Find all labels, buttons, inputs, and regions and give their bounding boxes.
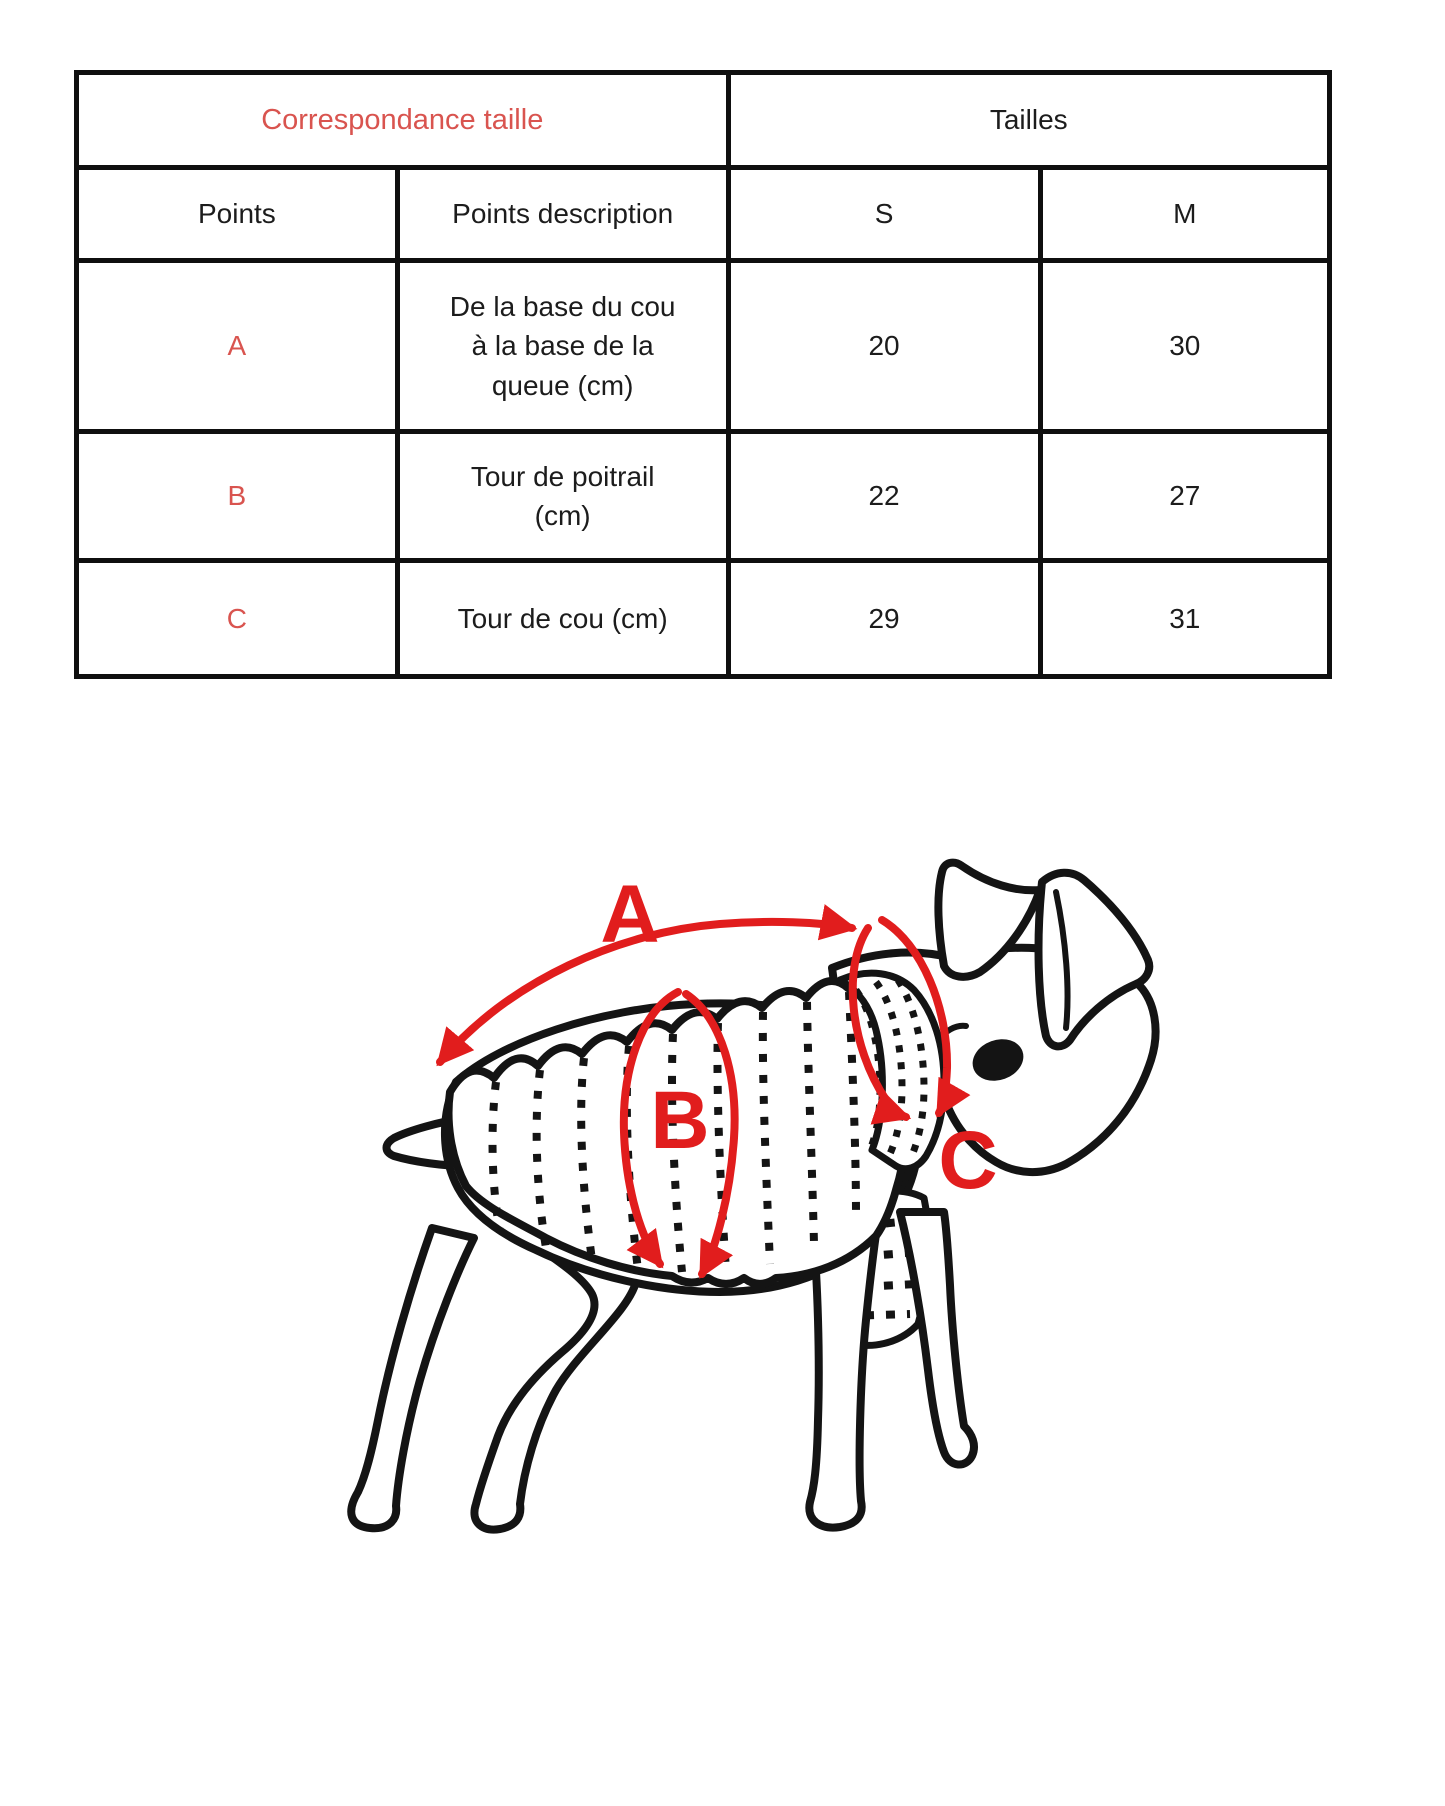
size-correspondence-table	[74, 70, 1332, 679]
row-b-description: Tour de poitrail (cm)	[397, 432, 728, 561]
row-b-size-m: 27	[1040, 432, 1329, 561]
size-table-container	[74, 70, 1332, 674]
label-b: B	[650, 1075, 710, 1166]
col-header-size-s: S	[728, 168, 1040, 261]
row-b-point: B	[77, 432, 398, 561]
table-title: Correspondance taille	[77, 73, 729, 168]
row-a-description: De la base du cou à la base de la queue (cm)	[397, 261, 728, 432]
dog-diagram-svg	[200, 820, 1300, 1620]
table-row-b	[77, 432, 1330, 561]
row-c-size-s: 29	[728, 561, 1040, 677]
sizes-header: Tailles	[728, 73, 1329, 168]
label-a: A	[600, 869, 660, 960]
table-row-a	[77, 261, 1330, 432]
row-c-point: C	[77, 561, 398, 677]
row-c-size-m: 31	[1040, 561, 1329, 677]
row-b-size-s: 22	[728, 432, 1040, 561]
label-c: C	[938, 1115, 998, 1206]
row-a-size-s: 20	[728, 261, 1040, 432]
table-header-row-2	[77, 168, 1330, 261]
table-header-row-1	[77, 73, 1330, 168]
row-a-size-m: 30	[1040, 261, 1329, 432]
row-a-point: A	[77, 261, 398, 432]
col-header-size-m: M	[1040, 168, 1329, 261]
table-row-c	[77, 561, 1330, 677]
col-header-points: Points	[77, 168, 398, 261]
row-c-description: Tour de cou (cm)	[397, 561, 728, 677]
col-header-description: Points description	[397, 168, 728, 261]
dog-measurement-diagram	[200, 820, 1300, 1620]
